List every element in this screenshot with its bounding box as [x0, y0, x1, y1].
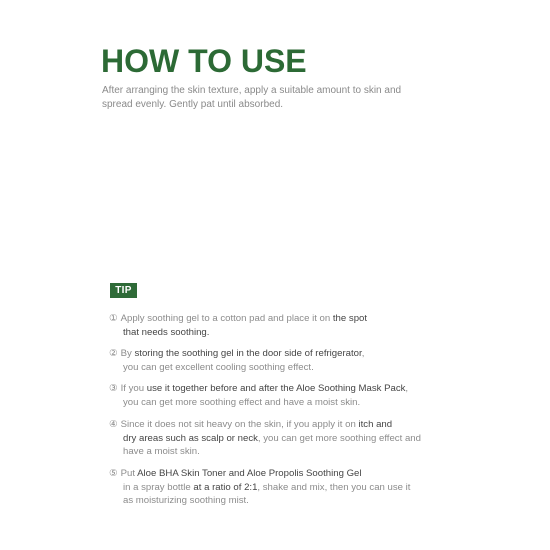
tip-item-2: [109, 347, 439, 374]
tip-line: [109, 312, 439, 326]
tip-text: , you can get more soothing effect and: [257, 432, 421, 444]
tip-text: By: [120, 348, 135, 359]
tip-item-3: [109, 382, 439, 409]
tip-number: ⑤: [109, 468, 118, 479]
tip-item-4: [109, 418, 439, 459]
tip-item-1: [109, 312, 439, 339]
tip-text: in a spray bottle: [123, 481, 194, 493]
tip-line: [109, 326, 439, 340]
tip-text: have a moist skin.: [123, 446, 200, 458]
tip-line: [109, 432, 439, 446]
tip-highlight: that needs soothing.: [123, 326, 210, 338]
tip-line: [109, 396, 439, 410]
intro-line: spread evenly. Gently pat until absorbed.: [102, 99, 284, 110]
tip-highlight: itch and: [358, 419, 393, 430]
tip-line: [109, 467, 439, 481]
tip-badge: TIP: [110, 283, 137, 298]
tip-highlight: dry areas such as scalp or neck: [123, 432, 258, 444]
tip-highlight: storing the soothing gel in the door side of refrigerator: [134, 348, 362, 359]
tip-text: you can get excellent cooling soothing effect.: [123, 361, 314, 373]
tip-line: [109, 481, 439, 495]
tip-text: Apply soothing gel to a cotton pad and place it on: [120, 313, 333, 324]
tip-line: [109, 361, 439, 375]
tip-text: If you: [120, 383, 147, 394]
tip-item-5: [109, 467, 439, 508]
tip-number: ②: [109, 348, 118, 359]
tip-line: [109, 445, 439, 459]
tip-highlight: Aloe BHA Skin Toner and Aloe Propolis Soothing Gel: [137, 468, 362, 479]
tip-highlight: use it together before and after the Aloe Soothing Mask Pack: [146, 383, 406, 394]
tip-line: [109, 382, 439, 396]
tip-text: Put: [120, 468, 138, 479]
tip-number: ④: [109, 419, 118, 430]
tip-number: ①: [109, 313, 118, 324]
tip-text: as moisturizing soothing mist.: [123, 495, 249, 507]
tip-text: , shake and mix, then you can use it: [257, 481, 411, 493]
tip-highlight: the spot: [332, 313, 368, 324]
intro-line: After arranging the skin texture, apply a suitable amount to skin and: [102, 85, 402, 96]
tip-number: ③: [109, 383, 118, 394]
tip-line: [109, 347, 439, 361]
page-title: HOW TO USE: [101, 43, 307, 79]
tip-text: you can get more soothing effect and have a moist skin.: [123, 396, 361, 408]
intro-text: [102, 84, 422, 112]
tip-text: ,: [361, 348, 365, 359]
tip-text: ,: [405, 383, 409, 394]
tip-text: Since it does not sit heavy on the skin, if you apply it on: [120, 419, 359, 430]
tip-highlight: at a ratio of 2:1: [193, 481, 258, 493]
tip-line: [109, 418, 439, 432]
tip-line: [109, 494, 439, 508]
